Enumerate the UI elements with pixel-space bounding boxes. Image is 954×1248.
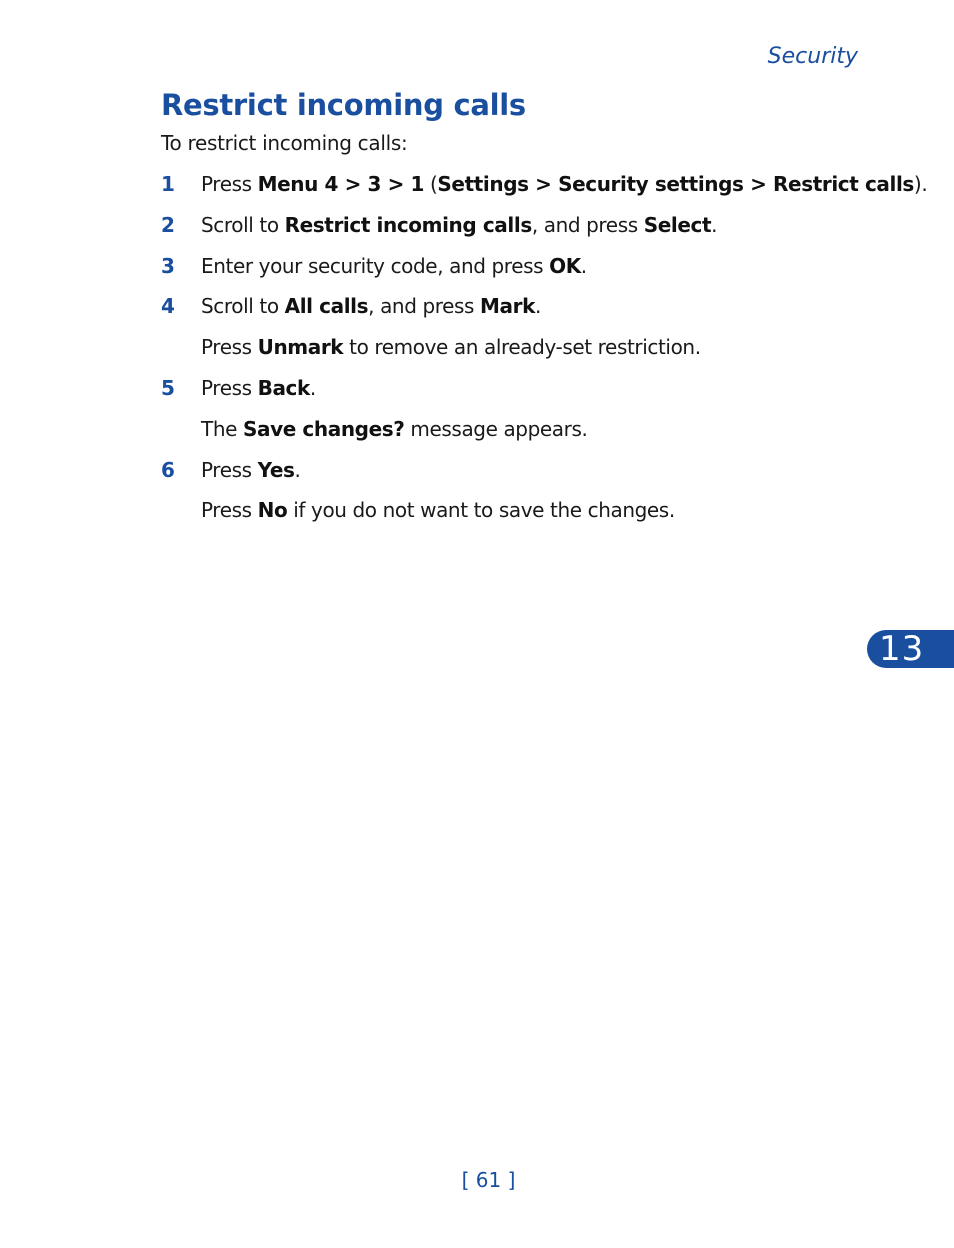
step-text: Scroll to Restrict incoming calls, and press Select. — [201, 212, 718, 237]
step-6-note — [161, 496, 881, 537]
step-text: Enter your security code, and press OK. — [201, 253, 587, 278]
step-text: Scroll to All calls, and press Mark. — [201, 294, 541, 319]
step-text: Press Menu 4 > 3 > 1 (Settings > Security settings > Restrict calls). — [201, 172, 928, 196]
page-number: [ 61 ] — [461, 1168, 516, 1192]
running-header: Security — [767, 44, 858, 69]
step-2 — [161, 211, 881, 252]
intro-text: To restrict incoming calls: — [161, 131, 408, 155]
step-number: 4 — [161, 294, 175, 319]
step-5-note — [161, 415, 881, 456]
step-number: 5 — [161, 375, 175, 400]
step-number: 1 — [161, 172, 175, 196]
chapter-tab: 13 — [867, 630, 954, 668]
step-number: 2 — [161, 212, 175, 237]
section-title: Restrict incoming calls — [161, 88, 526, 122]
step-note-text: Press Unmark to remove an already-set restriction. — [201, 335, 701, 360]
step-4-note — [161, 333, 881, 374]
step-text: Press Back. — [201, 375, 316, 400]
step-note-text: The Save changes? message appears. — [201, 416, 588, 441]
step-1 — [161, 170, 928, 211]
step-note-text: Press No if you do not want to save the changes. — [201, 498, 675, 523]
step-4 — [161, 292, 881, 333]
step-number: 6 — [161, 457, 175, 482]
step-3 — [161, 252, 881, 293]
steps-list — [161, 170, 928, 537]
step-number: 3 — [161, 253, 175, 278]
step-6 — [161, 456, 881, 497]
step-text: Press Yes. — [201, 457, 301, 482]
step-5 — [161, 374, 881, 415]
